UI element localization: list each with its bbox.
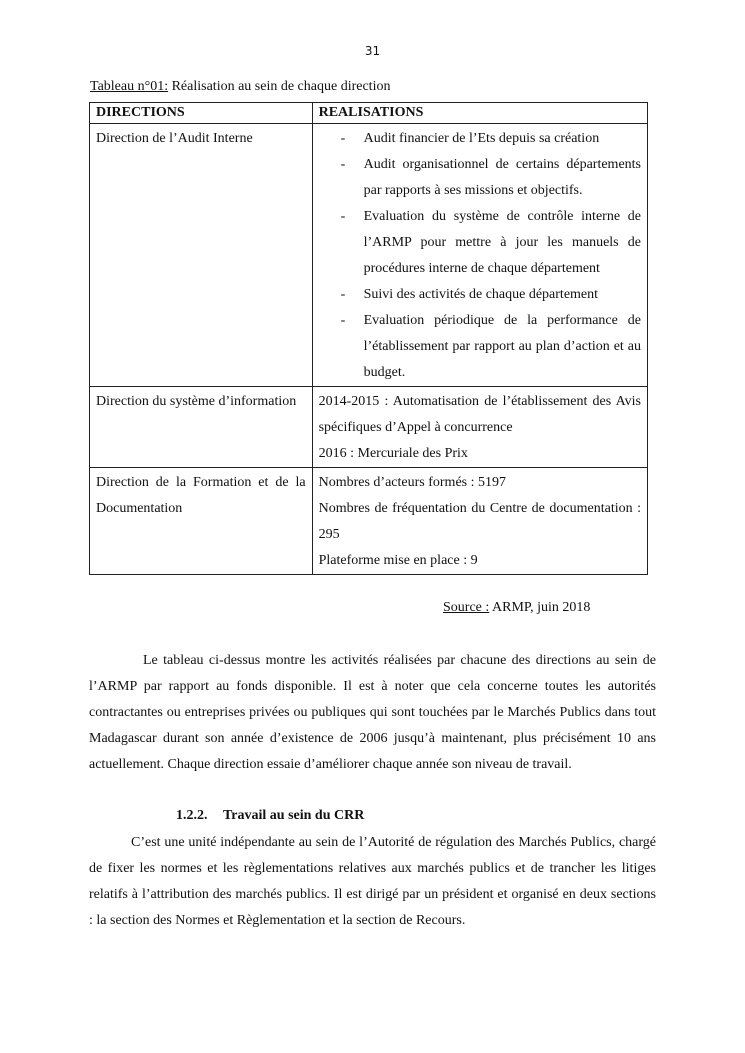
- list-item: - Evaluation du système de contrôle interne de l’ARMP pour mettre à jour les manuels de procédures interne de chaque département: [319, 204, 641, 282]
- table-header-row: [90, 103, 648, 124]
- table-caption: [90, 78, 390, 96]
- source-text: ARMP, juin 2018: [489, 600, 591, 615]
- list-item: - Audit organisationnel de certains départements par rapports à ses missions et objectifs.: [319, 152, 641, 204]
- section-title: Travail au sein du CRR: [223, 808, 365, 823]
- direction-cell: [90, 387, 313, 468]
- list-item: - Evaluation périodique de la performance de l’établissement par rapport au plan d’action et au budget.: [319, 308, 641, 386]
- realisation-line: 2014-2015 : Automatisation de l’établissement des Avis spécifiques d’Appel à concurrence: [318, 394, 641, 435]
- source-note: [443, 599, 590, 617]
- realisations-cell: [312, 387, 647, 468]
- body-paragraph: C’est une unité indépendante au sein de l’Autorité de régulation des Marchés Publics, chargé de fixer les normes et les règlementations relatives aux marchés publics et de trancher les litiges relatifs à l’attribution des marchés publics. Il est dirigé par un président et organisé en deux sections : la section des Normes et Règlementation et la section de Recours.: [89, 835, 656, 928]
- table-row: [90, 124, 648, 387]
- source-label: Source :: [443, 600, 490, 615]
- header-directions: DIRECTIONS: [90, 103, 313, 124]
- table-row: [90, 468, 648, 575]
- caption-label: Tableau n°01:: [90, 79, 169, 94]
- caption-text: Réalisation au sein de chaque direction: [168, 79, 391, 94]
- realisations-list: [319, 126, 641, 386]
- realisation-line: Nombres de fréquentation du Centre de documentation : 295: [318, 501, 641, 542]
- direction-name: Direction de la Formation et de la Documentation: [96, 475, 306, 516]
- table-row: [90, 387, 648, 468]
- realisations-cell: [312, 468, 647, 575]
- list-item: - Audit financier de l’Ets depuis sa création: [319, 126, 641, 152]
- realisation-line: 2016 : Mercuriale des Prix: [318, 446, 468, 461]
- header-realisations: REALISATIONS: [312, 103, 647, 124]
- directions-table: [89, 102, 648, 575]
- page-number: 31: [364, 44, 381, 58]
- section-number: 1.2.2.: [176, 808, 208, 823]
- realisation-line: Nombres d’acteurs formés : 5197: [318, 475, 507, 490]
- list-item: - Suivi des activités de chaque département: [319, 282, 641, 308]
- realisations-cell: [312, 124, 647, 387]
- realisation-line: Plateforme mise en place : 9: [318, 553, 478, 568]
- direction-cell: [90, 124, 313, 387]
- direction-name: Direction de l’Audit Interne: [96, 131, 253, 146]
- direction-name: Direction du système d’information: [96, 394, 297, 409]
- body-paragraph: Le tableau ci-dessus montre les activités réalisées par chacune des directions au sein de l’ARMP par rapport au fonds disponible. Il est à noter que cela concerne toutes les autorités contractantes ou entreprises privées ou publiques qui sont touchées par le Marchés Publics dans tout Madagascar durant son année d’existence de 2006 jusqu’à maintenant, plus précisément 10 ans actuellement. Chaque direction essaie d’améliorer chaque année son niveau de travail.: [89, 653, 656, 772]
- direction-cell: [90, 468, 313, 575]
- section-heading: [176, 806, 364, 826]
